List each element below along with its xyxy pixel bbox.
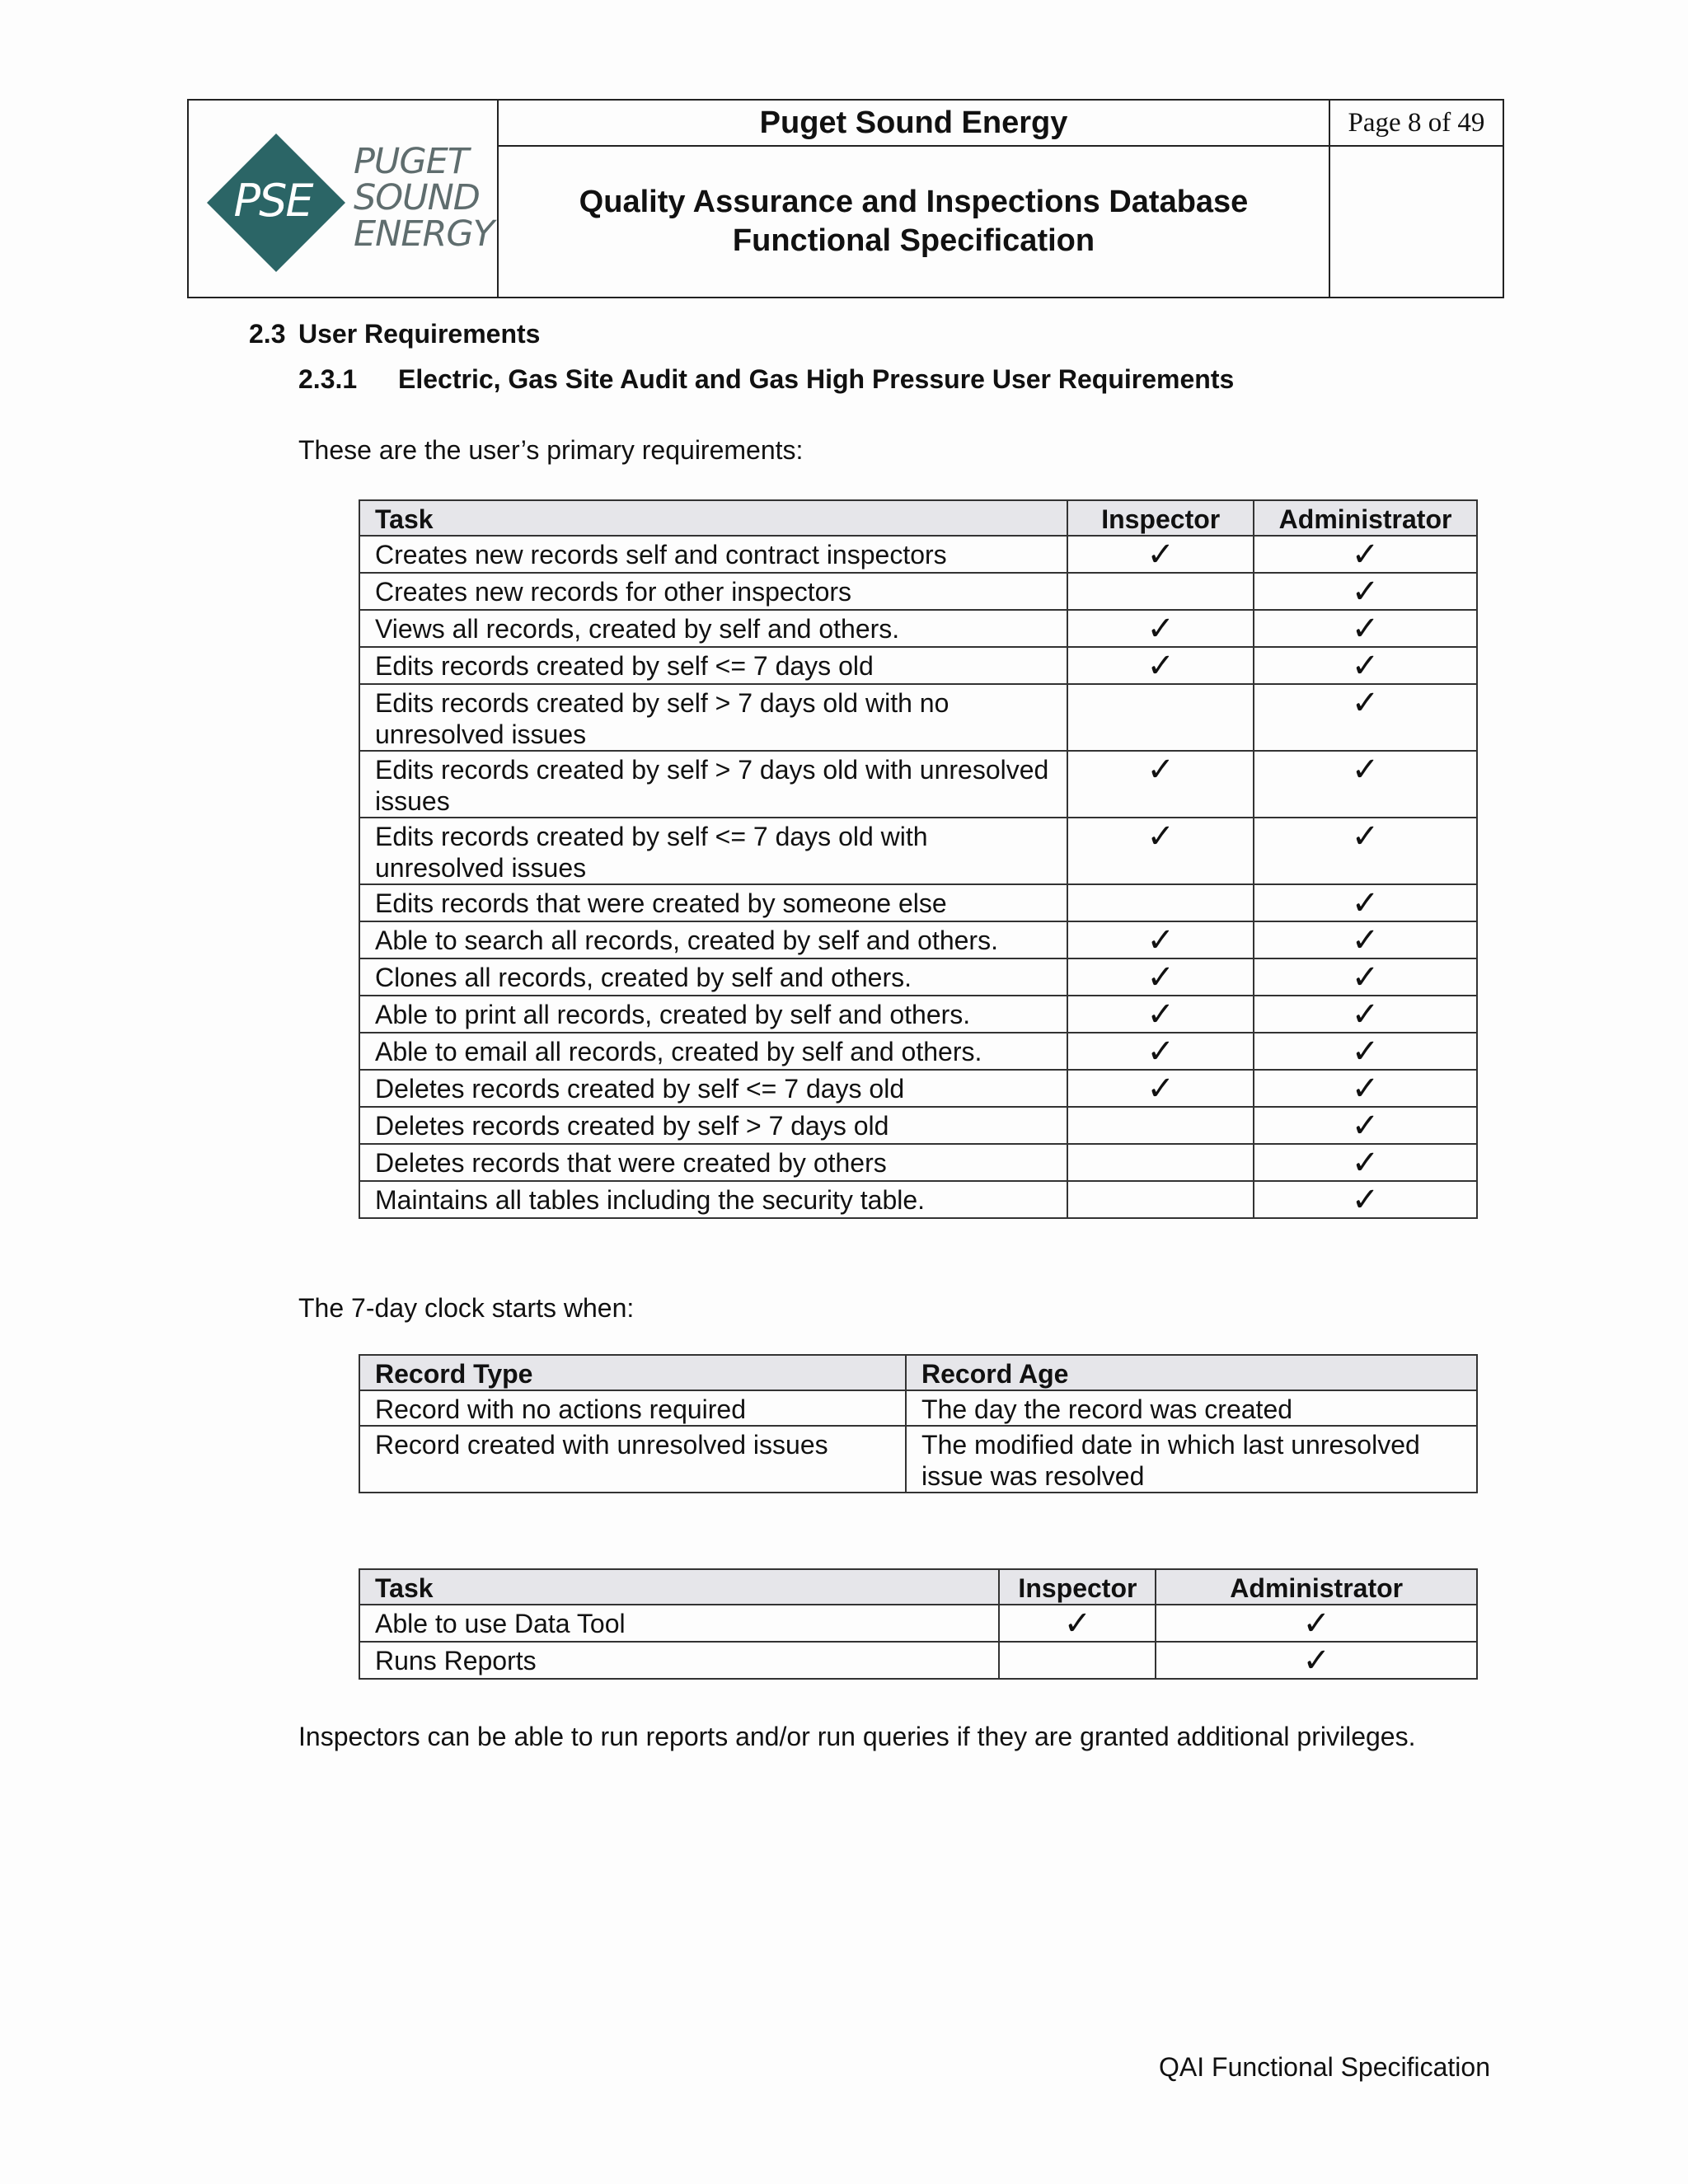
column-header-record-type: Record Type <box>359 1355 906 1390</box>
checkmark-icon: ✓ <box>1351 921 1380 959</box>
task-cell: Maintains all tables including the security table. <box>359 1181 1067 1218</box>
inspector-cell <box>1067 1181 1254 1218</box>
task-cell: Edits records created by self > 7 days old with unresolved issues <box>359 751 1067 818</box>
inspector-cell <box>1067 1144 1254 1181</box>
task-cell: Able to print all records, created by self and others. <box>359 996 1067 1033</box>
checkmark-icon: ✓ <box>1351 1033 1380 1071</box>
inspector-cell <box>1067 884 1254 921</box>
checkmark-icon: ✓ <box>1351 1181 1380 1219</box>
section-number: 2.3 <box>249 319 286 349</box>
administrator-cell <box>1254 1181 1477 1218</box>
checkmark-icon: ✓ <box>1351 684 1380 722</box>
table-row <box>359 647 1477 684</box>
task-cell: Able to use Data Tool <box>359 1605 999 1642</box>
svg-text:PSE: PSE <box>233 175 312 227</box>
administrator-cell <box>1254 921 1477 958</box>
page-number: Page 8 of 49 <box>1330 101 1503 147</box>
table-row <box>359 1426 1477 1493</box>
record-type-cell: Record created with unresolved issues <box>359 1426 906 1493</box>
checkmark-icon: ✓ <box>1351 1070 1380 1108</box>
inspector-cell <box>999 1605 1156 1642</box>
task-cell: Edits records created by self > 7 days old with no unresolved issues <box>359 684 1067 751</box>
table-row <box>359 1107 1477 1144</box>
task-cell: Runs Reports <box>359 1642 999 1679</box>
checkmark-icon: ✓ <box>1146 996 1175 1033</box>
column-header-administrator: Administrator <box>1156 1569 1477 1605</box>
column-header-record-age: Record Age <box>906 1355 1477 1390</box>
checkmark-icon: ✓ <box>1146 921 1175 959</box>
column-header-inspector: Inspector <box>999 1569 1156 1605</box>
checkmark-icon: ✓ <box>1302 1605 1330 1643</box>
administrator-cell <box>1254 536 1477 573</box>
administrator-cell <box>1254 1107 1477 1144</box>
closing-paragraph: Inspectors can be able to run reports and/or run queries if they are granted additional privileges. <box>298 1722 1416 1751</box>
checkmark-icon: ✓ <box>1146 1070 1175 1108</box>
table-row <box>359 921 1477 958</box>
company-name: Puget Sound Energy <box>499 101 1330 147</box>
administrator-cell <box>1254 1144 1477 1181</box>
inspector-cell <box>1067 1033 1254 1070</box>
table-row <box>359 684 1477 751</box>
clock-intro-paragraph: The 7-day clock starts when: <box>298 1293 635 1323</box>
record-age-cell: The modified date in which last unresolved issue was resolved <box>906 1426 1477 1493</box>
subsection-heading <box>298 364 1234 395</box>
checkmark-icon: ✓ <box>1351 573 1380 611</box>
task-cell: Deletes records that were created by others <box>359 1144 1067 1181</box>
table-row <box>359 610 1477 647</box>
table-row <box>359 996 1477 1033</box>
task-cell: Edits records that were created by someone else <box>359 884 1067 921</box>
column-header-task: Task <box>359 1569 999 1605</box>
page-footer: QAI Functional Specification <box>1159 2052 1490 2082</box>
checkmark-icon: ✓ <box>1351 1107 1380 1145</box>
inspector-cell <box>1067 610 1254 647</box>
table-row <box>359 751 1477 818</box>
company-logo <box>189 101 499 297</box>
administrator-cell <box>1254 610 1477 647</box>
intro-paragraph: These are the user’s primary requirements: <box>298 435 804 465</box>
checkmark-icon: ✓ <box>1351 996 1380 1033</box>
task-cell: Views all records, created by self and others. <box>359 610 1067 647</box>
task-cell: Able to search all records, created by self and others. <box>359 921 1067 958</box>
checkmark-icon: ✓ <box>1351 536 1380 574</box>
pse-diamond-icon <box>207 134 345 272</box>
section-title: User Requirements <box>298 319 541 349</box>
administrator-cell <box>1254 958 1477 996</box>
task-cell: Able to email all records, created by self and others. <box>359 1033 1067 1070</box>
inspector-cell <box>1067 1070 1254 1107</box>
table-row <box>359 1070 1477 1107</box>
task-cell: Deletes records created by self > 7 days old <box>359 1107 1067 1144</box>
task-cell: Deletes records created by self <= 7 days old <box>359 1070 1067 1107</box>
administrator-cell <box>1254 1070 1477 1107</box>
record-age-table <box>359 1354 1478 1493</box>
inspector-cell <box>1067 921 1254 958</box>
subsection-number: 2.3.1 <box>298 364 358 394</box>
checkmark-icon: ✓ <box>1063 1605 1092 1643</box>
record-type-cell: Record with no actions required <box>359 1390 906 1426</box>
administrator-cell <box>1156 1642 1477 1679</box>
table-row <box>359 1181 1477 1218</box>
additional-tasks-table <box>359 1568 1478 1680</box>
administrator-cell <box>1254 573 1477 610</box>
logo-wordmark <box>354 141 494 255</box>
checkmark-icon: ✓ <box>1351 958 1380 996</box>
task-cell: Edits records created by self <= 7 days old <box>359 647 1067 684</box>
task-cell: Clones all records, created by self and others. <box>359 958 1067 996</box>
administrator-cell <box>1254 647 1477 684</box>
inspector-cell <box>999 1642 1156 1679</box>
checkmark-icon: ✓ <box>1146 751 1175 789</box>
task-cell: Creates new records self and contract inspectors <box>359 536 1067 573</box>
checkmark-icon: ✓ <box>1351 884 1380 922</box>
inspector-cell <box>1067 1107 1254 1144</box>
table-row <box>359 818 1477 884</box>
administrator-cell <box>1156 1605 1477 1642</box>
table-header-row <box>359 1355 1477 1390</box>
subsection-title: Electric, Gas Site Audit and Gas High Pressure User Requirements <box>398 364 1235 394</box>
document-title <box>499 147 1330 297</box>
table-row <box>359 1144 1477 1181</box>
table-row <box>359 1642 1477 1679</box>
checkmark-icon: ✓ <box>1351 610 1380 648</box>
task-cell: Edits records created by self <= 7 days old with unresolved issues <box>359 818 1067 884</box>
requirements-table <box>359 499 1478 1219</box>
checkmark-icon: ✓ <box>1351 1144 1380 1182</box>
table-header-row <box>359 500 1477 536</box>
title-line-2: Functional Specification <box>732 223 1095 258</box>
logo-line-2: SOUND <box>354 177 480 218</box>
administrator-cell <box>1254 818 1477 884</box>
table-row <box>359 1033 1477 1070</box>
title-line-1: Quality Assurance and Inspections Database <box>579 185 1249 219</box>
administrator-cell <box>1254 751 1477 818</box>
administrator-cell <box>1254 684 1477 751</box>
table-row <box>359 573 1477 610</box>
logo-line-1: PUGET <box>354 141 469 182</box>
column-header-task: Task <box>359 500 1067 536</box>
checkmark-icon: ✓ <box>1351 818 1380 855</box>
inspector-cell <box>1067 818 1254 884</box>
inspector-cell <box>1067 536 1254 573</box>
section-heading <box>249 319 540 349</box>
table-row <box>359 1605 1477 1642</box>
inspector-cell <box>1067 647 1254 684</box>
table-header-row <box>359 1569 1477 1605</box>
inspector-cell <box>1067 996 1254 1033</box>
logo-line-3: ENERGY <box>354 213 494 255</box>
document-header <box>187 99 1504 298</box>
administrator-cell <box>1254 884 1477 921</box>
checkmark-icon: ✓ <box>1146 818 1175 855</box>
checkmark-icon: ✓ <box>1146 958 1175 996</box>
checkmark-icon: ✓ <box>1146 536 1175 574</box>
administrator-cell <box>1254 996 1477 1033</box>
checkmark-icon: ✓ <box>1146 647 1175 685</box>
inspector-cell <box>1067 684 1254 751</box>
administrator-cell <box>1254 1033 1477 1070</box>
checkmark-icon: ✓ <box>1302 1642 1330 1680</box>
record-age-cell: The day the record was created <box>906 1390 1477 1426</box>
table-row <box>359 884 1477 921</box>
checkmark-icon: ✓ <box>1146 610 1175 648</box>
inspector-cell <box>1067 958 1254 996</box>
column-header-inspector: Inspector <box>1067 500 1254 536</box>
table-row <box>359 536 1477 573</box>
table-row <box>359 958 1477 996</box>
checkmark-icon: ✓ <box>1351 647 1380 685</box>
header-blank-cell <box>1330 147 1503 297</box>
checkmark-icon: ✓ <box>1146 1033 1175 1071</box>
inspector-cell <box>1067 751 1254 818</box>
table-row <box>359 1390 1477 1426</box>
task-cell: Creates new records for other inspectors <box>359 573 1067 610</box>
inspector-cell <box>1067 573 1254 610</box>
checkmark-icon: ✓ <box>1351 751 1380 789</box>
column-header-administrator: Administrator <box>1254 500 1477 536</box>
